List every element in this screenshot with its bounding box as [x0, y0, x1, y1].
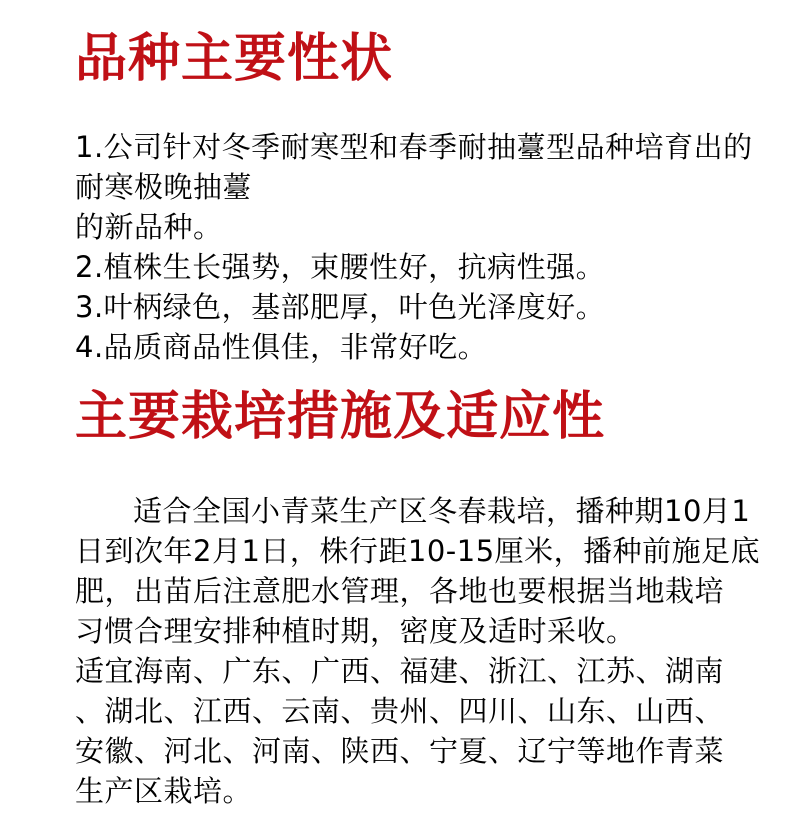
section-cultivation-adaptability	[75, 386, 762, 811]
text-line: 、湖北、江西、云南、贵州、四川、山东、山西、	[75, 694, 725, 728]
text-line: 安徽、河北、河南、陕西、宁夏、辽宁等地作青菜	[75, 734, 725, 768]
text-line: 3.叶柄绿色，基部肥厚，叶色光泽度好。	[75, 290, 606, 324]
text-line: 的新品种。	[75, 210, 223, 244]
text-line: 耐寒极晚抽薹	[75, 170, 253, 204]
text-line: 4.品质商品性俱佳，非常好吃。	[75, 330, 488, 364]
text-line: 适合全国小青菜生产区冬春栽培，播种期10月1	[133, 494, 751, 528]
text-line: 习惯合理安排种植时期，密度及适时采收。	[75, 614, 636, 648]
section-variety-traits-title: 品种主要性状	[75, 28, 394, 89]
text-line: 肥，出苗后注意肥水管理，各地也要根据当地栽培	[75, 574, 725, 608]
section-cultivation-adaptability-title: 主要栽培措施及适应性	[75, 386, 606, 447]
text-line: 生产区栽培。	[75, 774, 253, 808]
text-line: 日到次年2月1日，株行距10-15厘米，播种前施足底	[75, 534, 761, 568]
section-cultivation-adaptability-body	[75, 491, 762, 811]
section-variety-traits-body	[75, 127, 762, 367]
section-variety-traits	[75, 28, 762, 367]
text-line: 1.公司针对冬季耐寒型和春季耐抽薹型品种培育出的	[75, 130, 753, 164]
text-line: 2.植株生长强势，束腰性好，抗病性强。	[75, 250, 606, 284]
text-line: 适宜海南、广东、广西、福建、浙江、江苏、湖南	[75, 654, 725, 688]
